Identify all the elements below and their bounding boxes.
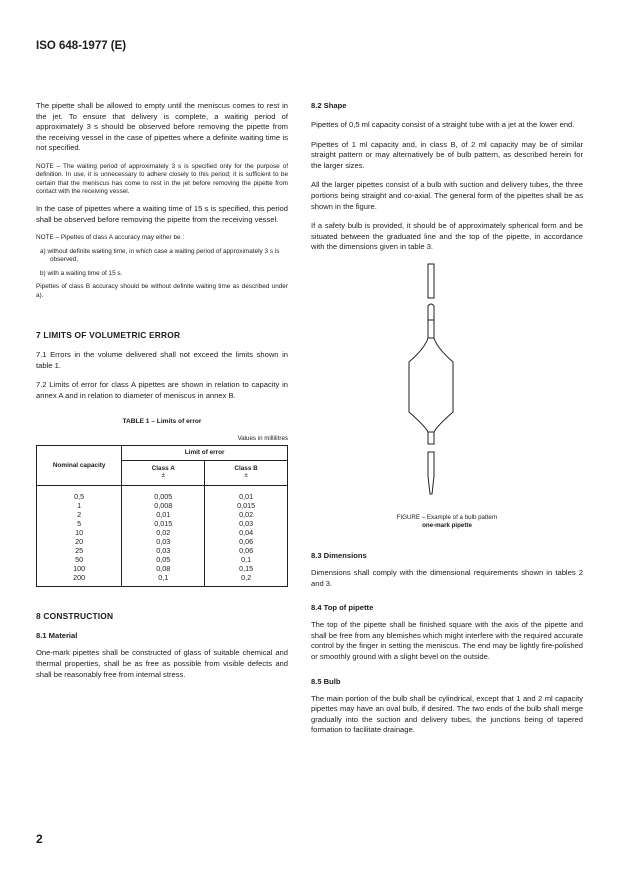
cell-class-b: 0,015 [205, 501, 288, 510]
cell-class-a: 0,02 [122, 528, 205, 537]
clause-8-3-title: 8.3 Dimensions [311, 550, 367, 560]
col-class-b: Class B ± [205, 460, 288, 485]
cell-class-a: 0,1 [122, 573, 205, 582]
document-header: ISO 648-1977 (E) [36, 40, 127, 52]
cell-class-a: 0,08 [122, 564, 205, 573]
figure-caption: FIGURE – Example of a bulb pattern one-mark pipette [396, 513, 498, 530]
cell-nominal: 200 [37, 573, 122, 582]
page-number: 2 [36, 832, 43, 846]
note-item-b: b) with a waiting time of 15 s. [40, 269, 123, 277]
cell-class-b: 0,04 [205, 528, 288, 537]
cell-nominal: 0,5 [37, 492, 122, 501]
table-row [37, 546, 288, 555]
table-row [37, 501, 288, 510]
cell-nominal: 2 [37, 510, 122, 519]
shape-paragraph-2: Pipettes of 1 ml capacity and, in class B, of 2 ml capacity may be of similar straight pattern or may alternatively be of bulb pattern, as described herein for the larger sizes. [311, 139, 583, 170]
clause-7-2: 7.2 Limits of error for class A pipettes are shown in relation to capacity in annex A and in relation to diameter of meniscus in annex B. [36, 380, 288, 400]
cell-class-b: 0,15 [205, 564, 288, 573]
clause-7-1: 7.1 Errors in the volume delivered shall not exceed the limits shown in table 1. [36, 350, 288, 370]
section-7-title: 7 LIMITS OF VOLUMETRIC ERROR [36, 330, 181, 341]
table-1-units: Values in millilitres [237, 434, 288, 442]
cell-nominal: 10 [37, 528, 122, 537]
paragraph-15s: In the case of pipettes where a waiting time of 15 s is specified, this period shall be observed before removing the pipette from the receiving vessel. [36, 203, 288, 224]
cell-class-a: 0,03 [122, 546, 205, 555]
clause-8-1-title: 8.1 Material [36, 631, 78, 641]
clause-8-2-title: 8.2 Shape [311, 101, 347, 110]
clause-8-5: The main portion of the bulb shall be cylindrical, except that 1 and 2 ml capacity pipettes may have an oval bulb, if desired. The two ends of the bulb shall merge gradually into the suction and delivery tubes, the junctions being of tapered formation to facilitate drainage. [311, 693, 583, 735]
table-row [37, 537, 288, 546]
shape-paragraph-4: If a safety bulb is provided, it should be of approximately spherical form and be situated between the graduated line and the top of the pipette, in accordance with the dimensions given in table 3. [311, 221, 583, 252]
note-item-a: a) without definite waiting time, in which case a waiting period of approximately 3 s is observed; [40, 247, 280, 264]
cell-class-a: 0,008 [122, 501, 205, 510]
cell-class-b: 0,06 [205, 537, 288, 546]
clause-8-5-title: 8.5 Bulb [311, 676, 341, 686]
note-class-a-head: NOTE – Pipettes of class A accuracy may either be : [36, 234, 185, 242]
cell-nominal: 5 [37, 519, 122, 528]
table-row [37, 528, 288, 537]
clause-8-4: The top of the pipette shall be finished square with the axis of the pipette and shall be free from any blemishes which might interfere with the required accurate control by the finger in setting the meniscus. The end may be lightly fire-polished or smoothly ground with a slight bevel on the outside. [311, 620, 583, 661]
table-row [37, 564, 288, 573]
bulb [409, 338, 453, 432]
suction-tube-upper [428, 264, 434, 298]
table-row [37, 510, 288, 519]
cell-class-a: 0,015 [122, 519, 205, 528]
cell-nominal: 20 [37, 537, 122, 546]
cell-class-b: 0,1 [205, 555, 288, 564]
bulb-pipette-drawing [401, 262, 471, 498]
cell-class-b: 0,2 [205, 573, 288, 582]
section-8-title: 8 CONSTRUCTION [36, 611, 114, 622]
cell-class-b: 0,06 [205, 546, 288, 555]
cell-nominal: 25 [37, 546, 122, 555]
cell-nominal: 100 [37, 564, 122, 573]
cell-class-b: 0,01 [205, 492, 288, 501]
col-class-a: Class A ± [122, 460, 205, 485]
left-column [36, 101, 288, 689]
clause-8-1: One-mark pipettes shall be constructed of glass of suitable chemical and thermal properties, shall be as free as possible from visible defects and shall be reasonably free from internal stress. [36, 648, 288, 679]
cell-class-a: 0,03 [122, 537, 205, 546]
cell-class-a: 0,005 [122, 492, 205, 501]
note-waiting-period: NOTE – The waiting period of approximately 3 s is specified only for the purpose of definition. In use, it is unnecessary to adhere closely to this period; it is sufficient to be certain that the meniscus has come to rest in the jet before removing the pipette from contact with the receiving vessel. [36, 162, 288, 196]
table-row [37, 555, 288, 564]
cell-nominal: 50 [37, 555, 122, 564]
clause-8-4-title: 8.4 Top of pipette [311, 603, 374, 613]
delivery-tube-upper [428, 432, 434, 444]
pipette-figure [311, 262, 583, 510]
note-class-b: Pipettes of class B accuracy should be without definite waiting time as described under a). [36, 283, 288, 299]
table-row [37, 492, 288, 501]
delivery-tube-jet [428, 452, 434, 494]
cell-nominal: 1 [37, 501, 122, 510]
suction-tube-lower [428, 304, 434, 338]
table-1-title: TABLE 1 – Limits of error [122, 417, 202, 425]
col-limit-of-error: Limit of error [122, 445, 288, 460]
right-column [311, 101, 583, 745]
cell-class-a: 0,05 [122, 555, 205, 564]
table-1-limits-of-error [36, 445, 288, 588]
shape-paragraph-3: All the larger pipettes consist of a bulb with suction and delivery tubes, the three portions being straight and co-axial. The general form of the pipettes shall be as shown in the figure. [311, 180, 583, 211]
table-row [37, 573, 288, 582]
clause-8-3: Dimensions shall comply with the dimensional requirements shown in tables 2 and 3. [311, 567, 583, 588]
table-row [37, 519, 288, 528]
col-nominal-capacity: Nominal capacity [37, 445, 122, 485]
paragraph-delivery: The pipette shall be allowed to empty until the meniscus comes to rest in the jet. To ensure that delivery is complete, a waiting period of approximately 3 s should be observed before removing the pipette from the receiving vessel in the case of pipettes where a definite waiting time is not specified. [36, 101, 288, 153]
cell-class-b: 0,02 [205, 510, 288, 519]
cell-class-b: 0,03 [205, 519, 288, 528]
cell-class-a: 0,01 [122, 510, 205, 519]
shape-paragraph-1: Pipettes of 0,5 ml capacity consist of a straight tube with a jet at the lower end. [311, 120, 575, 129]
table-1-body [37, 485, 288, 587]
